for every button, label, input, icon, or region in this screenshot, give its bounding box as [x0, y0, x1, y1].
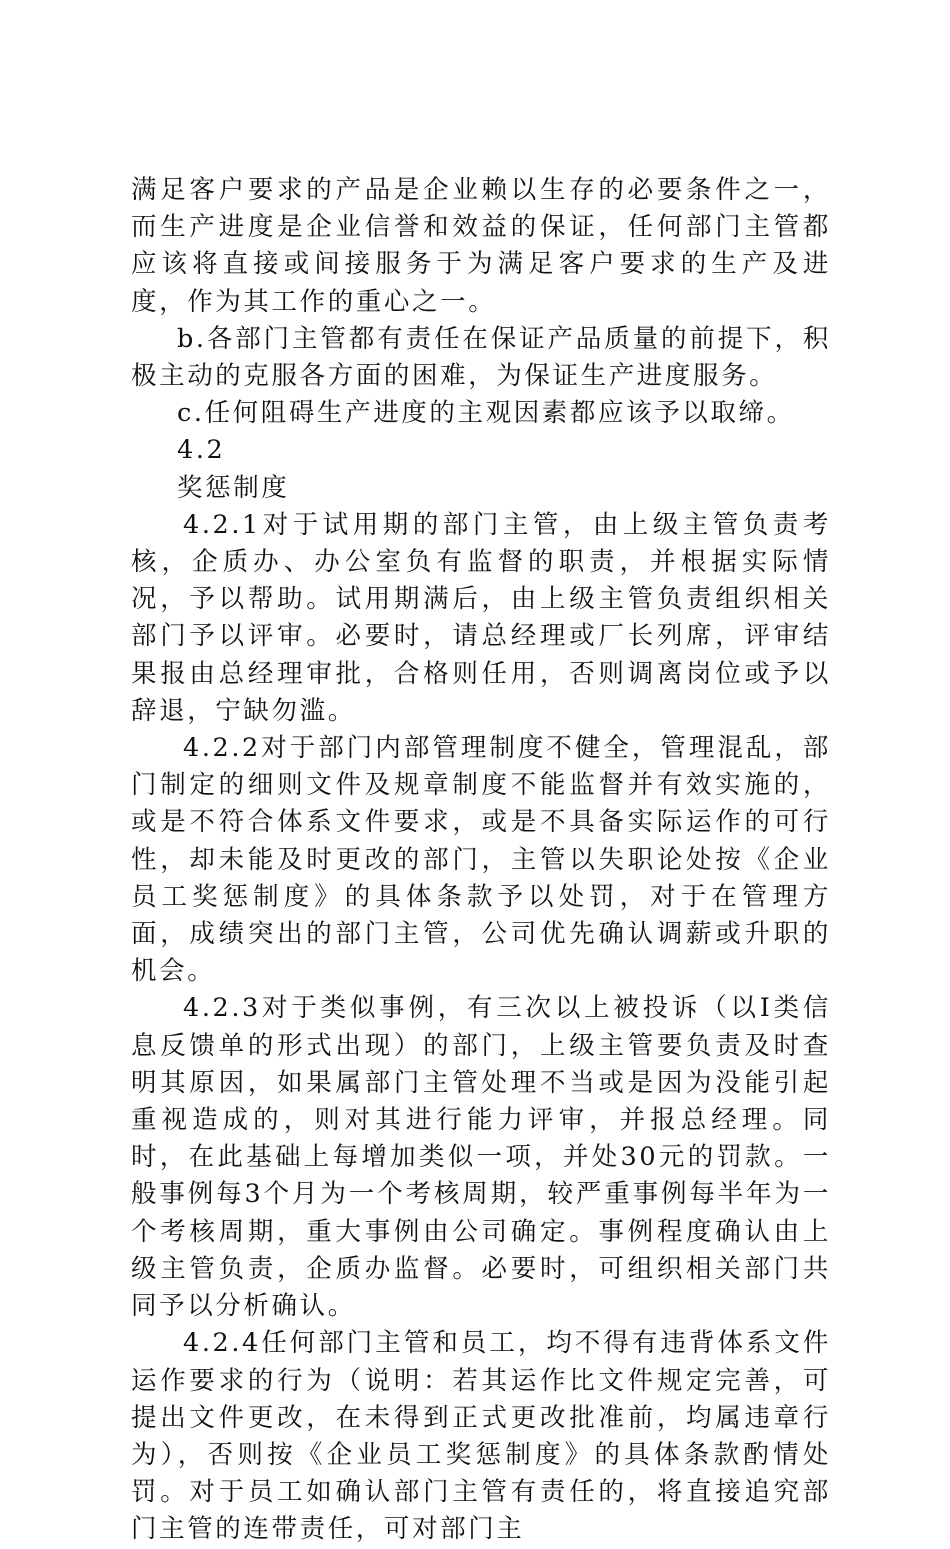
- document-body: [131, 172, 831, 1549]
- section-number: 4.2: [177, 435, 226, 466]
- paragraph-c: c.任何阻碍生产进度的主观因素都应该予以取缔。: [177, 398, 795, 429]
- paragraph-intro: 满足客户要求的产品是企业赖以生存的必要条件之一，而生产进度是企业信誉和效益的保证，任何部门主管都应该将直接或间接服务于为满足客户要求的生产及进度，作为其工作的重心之一。: [131, 175, 831, 317]
- clause-4-2-1: 4.2.1对于试用期的部门主管，由上级主管负责考核，企质办、办公室负有监督的职责，并根据实际情况，予以帮助。试用期满后，由上级主管负责组织相关部门予以评审。必要时，请总经理或厂长列席，评审结果报由总经理审批，合格则任用，否则调离岗位或予以辞退，宁缺勿滥。: [131, 509, 831, 726]
- section-title: 奖惩制度: [177, 472, 290, 503]
- paragraph-b: b.各部门主管都有责任在保证产品质量的前提下，积极主动的克服各方面的困难，为保证生产进度服务。: [131, 323, 831, 392]
- clause-4-2-3: 4.2.3对于类似事例，有三次以上被投诉（以Ⅰ类信息反馈单的形式出现）的部门，上级主管要负责及时查明其原因，如果属部门主管处理不当或是因为没能引起重视造成的，则对其进行能力评审，并报总经理。同时，在此基础上每增加类似一项，并处30元的罚款。一般事例每3个月为一个考核周期，较严重事例每半年为一个考核周期，重大事例由公司确定。事例程度确认由上级主管负责，企质办监督。必要时，可组织相关部门共同予以分析确认。: [131, 993, 831, 1322]
- clause-4-2-4: 4.2.4任何部门主管和员工，均不得有违背体系文件运作要求的行为（说明：若其运作比文件规定完善，可提出文件更改，在未得到正式更改批准前，均属违章行为），否则按《企业员工奖惩制度》的具体条款酌情处罚。对于员工如确认部门主管有责任的，将直接追究部门主管的连带责任，可对部门主: [131, 1328, 831, 1545]
- clause-4-2-2: 4.2.2对于部门内部管理制度不健全，管理混乱，部门制定的细则文件及规章制度不能监督并有效实施的，或是不符合体系文件要求，或是不具备实际运作的可行性，却未能及时更改的部门，主管以失职论处按《企业员工奖惩制度》的具体条款予以处罚，对于在管理方面，成绩突出的部门主管，公司优先确认调薪或升职的机会。: [131, 733, 831, 987]
